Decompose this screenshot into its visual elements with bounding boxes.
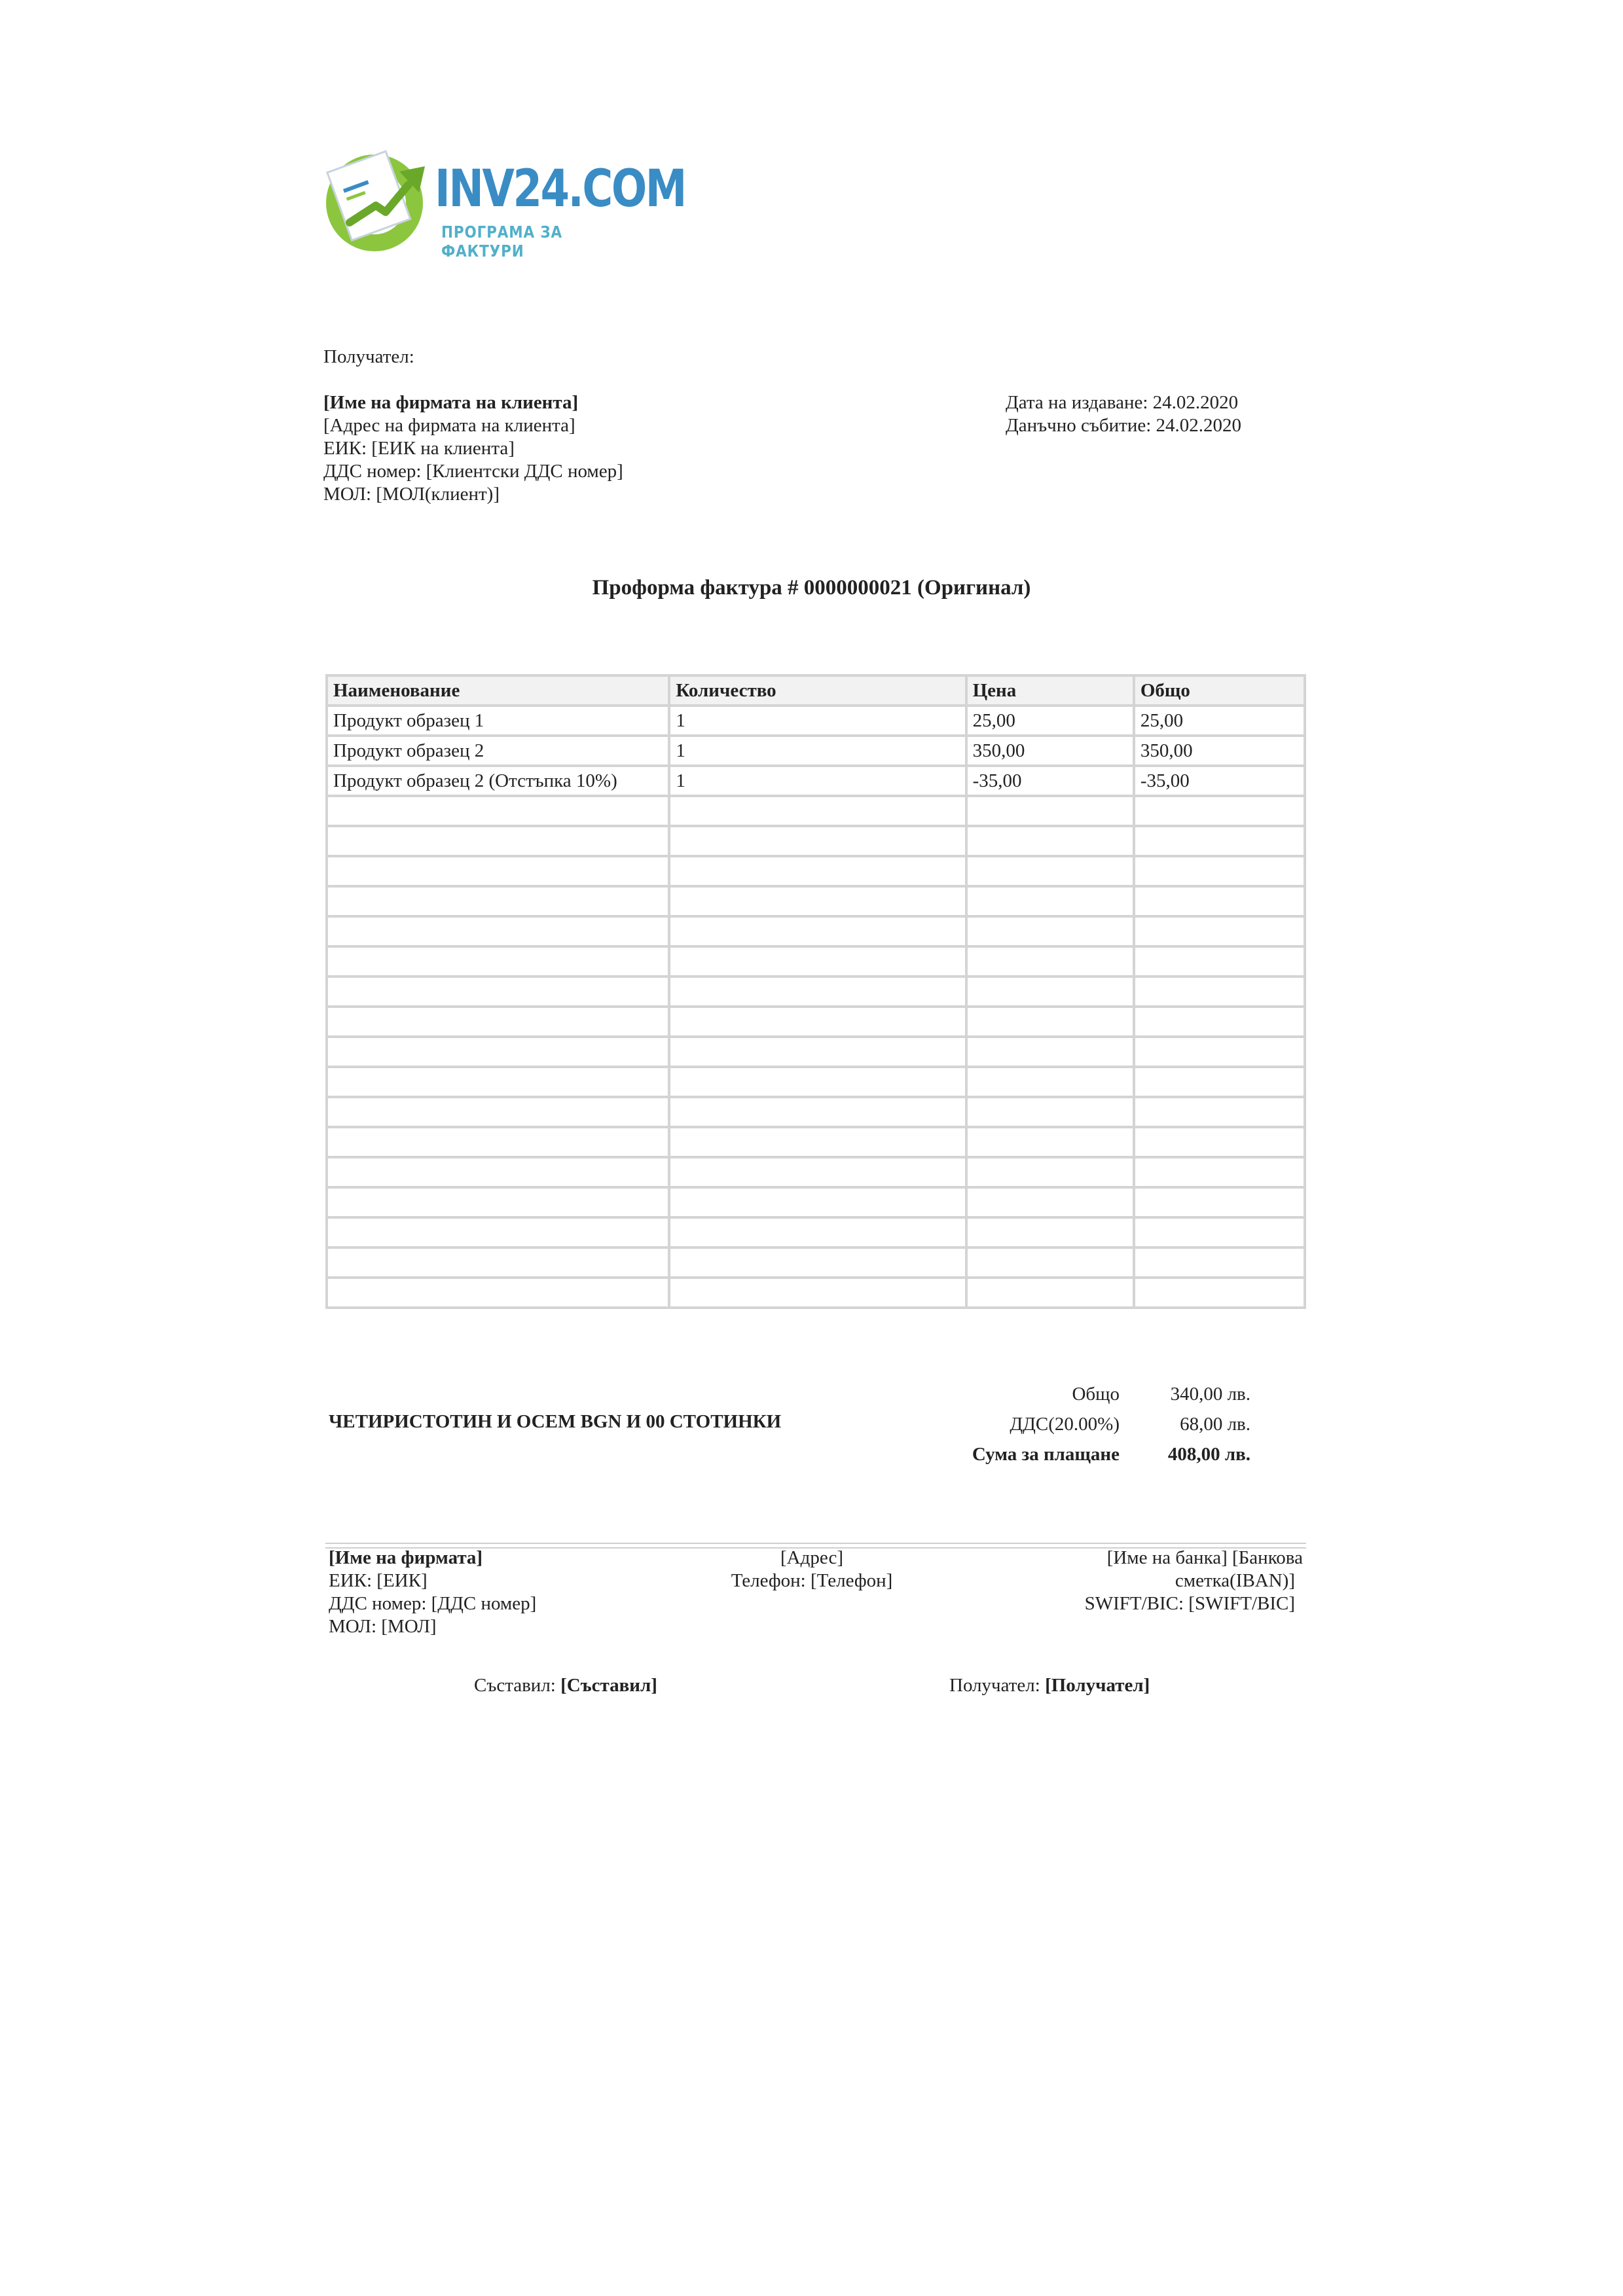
cell-total xyxy=(1135,948,1304,975)
cell-total xyxy=(1135,1219,1304,1246)
footer-mol: МОЛ: [МОЛ] xyxy=(329,1616,437,1637)
cell-price xyxy=(968,827,1133,855)
footer-bank-line1: [Име на банка] [Банкова xyxy=(1106,1547,1303,1568)
composed-by-value: [Съставил] xyxy=(560,1675,657,1696)
cell-name xyxy=(328,827,668,855)
header-name: Наименование xyxy=(328,677,668,704)
cell-total xyxy=(1135,1189,1304,1216)
cell-quantity xyxy=(670,1219,964,1246)
table-row-empty xyxy=(328,1189,1304,1216)
table-row-empty xyxy=(328,1068,1304,1096)
cell-name xyxy=(328,1098,668,1126)
cell-quantity xyxy=(670,978,964,1005)
cell-quantity xyxy=(670,1128,964,1156)
cell-quantity xyxy=(670,1189,964,1216)
cell-total xyxy=(1135,1158,1304,1186)
table-row-empty xyxy=(328,857,1304,885)
cell-price xyxy=(968,1038,1133,1066)
footer-bank-line2: сметка(IBAN)] xyxy=(1175,1570,1295,1591)
subtotal-value: 340,00 лв. xyxy=(1170,1383,1250,1405)
cell-total xyxy=(1135,1068,1304,1096)
cell-price xyxy=(968,1158,1133,1186)
cell-name xyxy=(328,1008,668,1035)
recipient-eik: ЕИК: [ЕИК на клиента] xyxy=(323,438,515,459)
table-row-empty xyxy=(328,948,1304,975)
cell-quantity xyxy=(670,797,964,825)
cell-name xyxy=(328,918,668,945)
cell-price xyxy=(968,948,1133,975)
cell-quantity xyxy=(670,888,964,915)
cell-price: -35,00 xyxy=(968,767,1133,795)
cell-name xyxy=(328,1249,668,1276)
cell-price: 350,00 xyxy=(968,737,1133,764)
cell-quantity: 1 xyxy=(670,737,964,764)
recipient-vat: ДДС номер: [Клиентски ДДС номер] xyxy=(323,461,623,482)
composed-by-label: Съставил: xyxy=(474,1675,556,1696)
cell-total xyxy=(1135,797,1304,825)
cell-quantity xyxy=(670,948,964,975)
cell-price xyxy=(968,888,1133,915)
cell-price xyxy=(968,1279,1133,1306)
cell-name xyxy=(328,857,668,885)
cell-name xyxy=(328,1279,668,1306)
cell-total xyxy=(1135,1038,1304,1066)
items-table xyxy=(325,674,1306,1309)
footer-contact-block xyxy=(681,1547,943,1592)
footer-vat: ДДС номер: [ДДС номер] xyxy=(329,1593,537,1614)
amount-due-label: Сума за плащане xyxy=(972,1443,1120,1465)
header-total: Общо xyxy=(1135,677,1304,704)
vat-label: ДДС(20.00%) xyxy=(1010,1413,1120,1435)
cell-name: Продукт образец 1 xyxy=(328,707,668,734)
cell-name xyxy=(328,1158,668,1186)
invoice-title: Проформа фактура # 0000000021 (Оригинал) xyxy=(592,576,1031,600)
vat-value: 68,00 лв. xyxy=(1180,1413,1250,1435)
footer-company-block xyxy=(329,1547,536,1638)
cell-price xyxy=(968,978,1133,1005)
cell-total xyxy=(1135,918,1304,945)
table-row-empty xyxy=(328,888,1304,915)
received-by-value: [Получател] xyxy=(1045,1675,1150,1696)
cell-name xyxy=(328,1128,668,1156)
table-row-empty xyxy=(328,1219,1304,1246)
header-price: Цена xyxy=(968,677,1133,704)
cell-total: 350,00 xyxy=(1135,737,1304,764)
cell-quantity xyxy=(670,1038,964,1066)
cell-name xyxy=(328,978,668,1005)
footer-company: [Име на фирмата] xyxy=(329,1547,483,1568)
footer-eik: ЕИК: [ЕИК] xyxy=(329,1570,428,1591)
footer-bank-block xyxy=(1041,1547,1303,1615)
footer-phone: Телефон: [Телефон] xyxy=(731,1570,893,1591)
composed-by xyxy=(474,1674,657,1697)
cell-price xyxy=(968,797,1133,825)
recipient-block xyxy=(323,391,623,506)
table-row-empty xyxy=(328,978,1304,1005)
cell-name xyxy=(328,1219,668,1246)
received-by xyxy=(949,1674,1150,1697)
cell-name xyxy=(328,1189,668,1216)
logo-tagline: ПРОГРАМА ЗА ФАКТУРИ xyxy=(441,223,563,260)
cell-total xyxy=(1135,888,1304,915)
cell-price xyxy=(968,1128,1133,1156)
cell-total: 25,00 xyxy=(1135,707,1304,734)
cell-total xyxy=(1135,978,1304,1005)
cell-name xyxy=(328,948,668,975)
subtotal-row xyxy=(923,1379,1250,1409)
table-row-empty xyxy=(328,1038,1304,1066)
footer-swift: SWIFT/BIC: [SWIFT/BIC] xyxy=(1084,1593,1295,1614)
cell-price: 25,00 xyxy=(968,707,1133,734)
amount-due-row xyxy=(923,1439,1250,1469)
cell-name: Продукт образец 2 (Отстъпка 10%) xyxy=(328,767,668,795)
cell-quantity xyxy=(670,1098,964,1126)
table-row-empty xyxy=(328,918,1304,945)
cell-price xyxy=(968,857,1133,885)
recipient-mol: МОЛ: [МОЛ(клиент)] xyxy=(323,484,500,505)
table-row-empty xyxy=(328,1128,1304,1156)
totals-block xyxy=(923,1379,1250,1469)
recipient-label: Получател: xyxy=(323,346,414,367)
cell-name xyxy=(328,797,668,825)
table-row xyxy=(328,767,1304,795)
cell-price xyxy=(968,1008,1133,1035)
company-logo xyxy=(323,145,685,260)
cell-price xyxy=(968,1189,1133,1216)
dates-block xyxy=(1006,391,1241,437)
footer-address: [Адрес] xyxy=(780,1547,843,1568)
amount-in-words: ЧЕТИРИСТОТИН И ОСЕМ BGN И 00 СТОТИНКИ xyxy=(329,1411,782,1432)
cell-name: Продукт образец 2 xyxy=(328,737,668,764)
cell-total: -35,00 xyxy=(1135,767,1304,795)
cell-price xyxy=(968,1098,1133,1126)
cell-total xyxy=(1135,827,1304,855)
table-row xyxy=(328,737,1304,764)
cell-total xyxy=(1135,857,1304,885)
header-quantity: Количество xyxy=(670,677,964,704)
cell-total xyxy=(1135,1098,1304,1126)
cell-total xyxy=(1135,1279,1304,1306)
cell-total xyxy=(1135,1128,1304,1156)
recipient-address: [Адрес на фирмата на клиента] xyxy=(323,415,575,436)
table-row-empty xyxy=(328,797,1304,825)
cell-name xyxy=(328,1038,668,1066)
table-row-empty xyxy=(328,1249,1304,1276)
cell-price xyxy=(968,1249,1133,1276)
table-row-empty xyxy=(328,1279,1304,1306)
table-row-empty xyxy=(328,1158,1304,1186)
cell-quantity xyxy=(670,918,964,945)
recipient-company: [Име на фирмата на клиента] xyxy=(323,392,579,413)
vat-row xyxy=(923,1409,1250,1439)
cell-name xyxy=(328,888,668,915)
cell-quantity xyxy=(670,1158,964,1186)
subtotal-label: Общо xyxy=(1072,1383,1120,1405)
issue-date: Дата на издаване: 24.02.2020 xyxy=(1006,392,1239,413)
cell-quantity xyxy=(670,827,964,855)
amount-due-value: 408,00 лв. xyxy=(1167,1443,1250,1465)
cell-quantity xyxy=(670,1008,964,1035)
table-row-empty xyxy=(328,1008,1304,1035)
cell-price xyxy=(968,1219,1133,1246)
logo-brand-text: INV24.COM xyxy=(435,160,685,219)
table-row-empty xyxy=(328,827,1304,855)
cell-quantity xyxy=(670,857,964,885)
logo-graphic xyxy=(323,145,435,257)
tax-event-date: Данъчно събитие: 24.02.2020 xyxy=(1006,415,1242,436)
received-by-label: Получател: xyxy=(949,1675,1040,1696)
cell-name xyxy=(328,1068,668,1096)
cell-quantity xyxy=(670,1068,964,1096)
cell-quantity xyxy=(670,1279,964,1306)
cell-price xyxy=(968,918,1133,945)
table-row xyxy=(328,707,1304,734)
cell-price xyxy=(968,1068,1133,1096)
cell-total xyxy=(1135,1008,1304,1035)
cell-quantity xyxy=(670,1249,964,1276)
table-header-row xyxy=(328,677,1304,704)
cell-quantity: 1 xyxy=(670,767,964,795)
table-row-empty xyxy=(328,1098,1304,1126)
cell-total xyxy=(1135,1249,1304,1276)
cell-quantity: 1 xyxy=(670,707,964,734)
